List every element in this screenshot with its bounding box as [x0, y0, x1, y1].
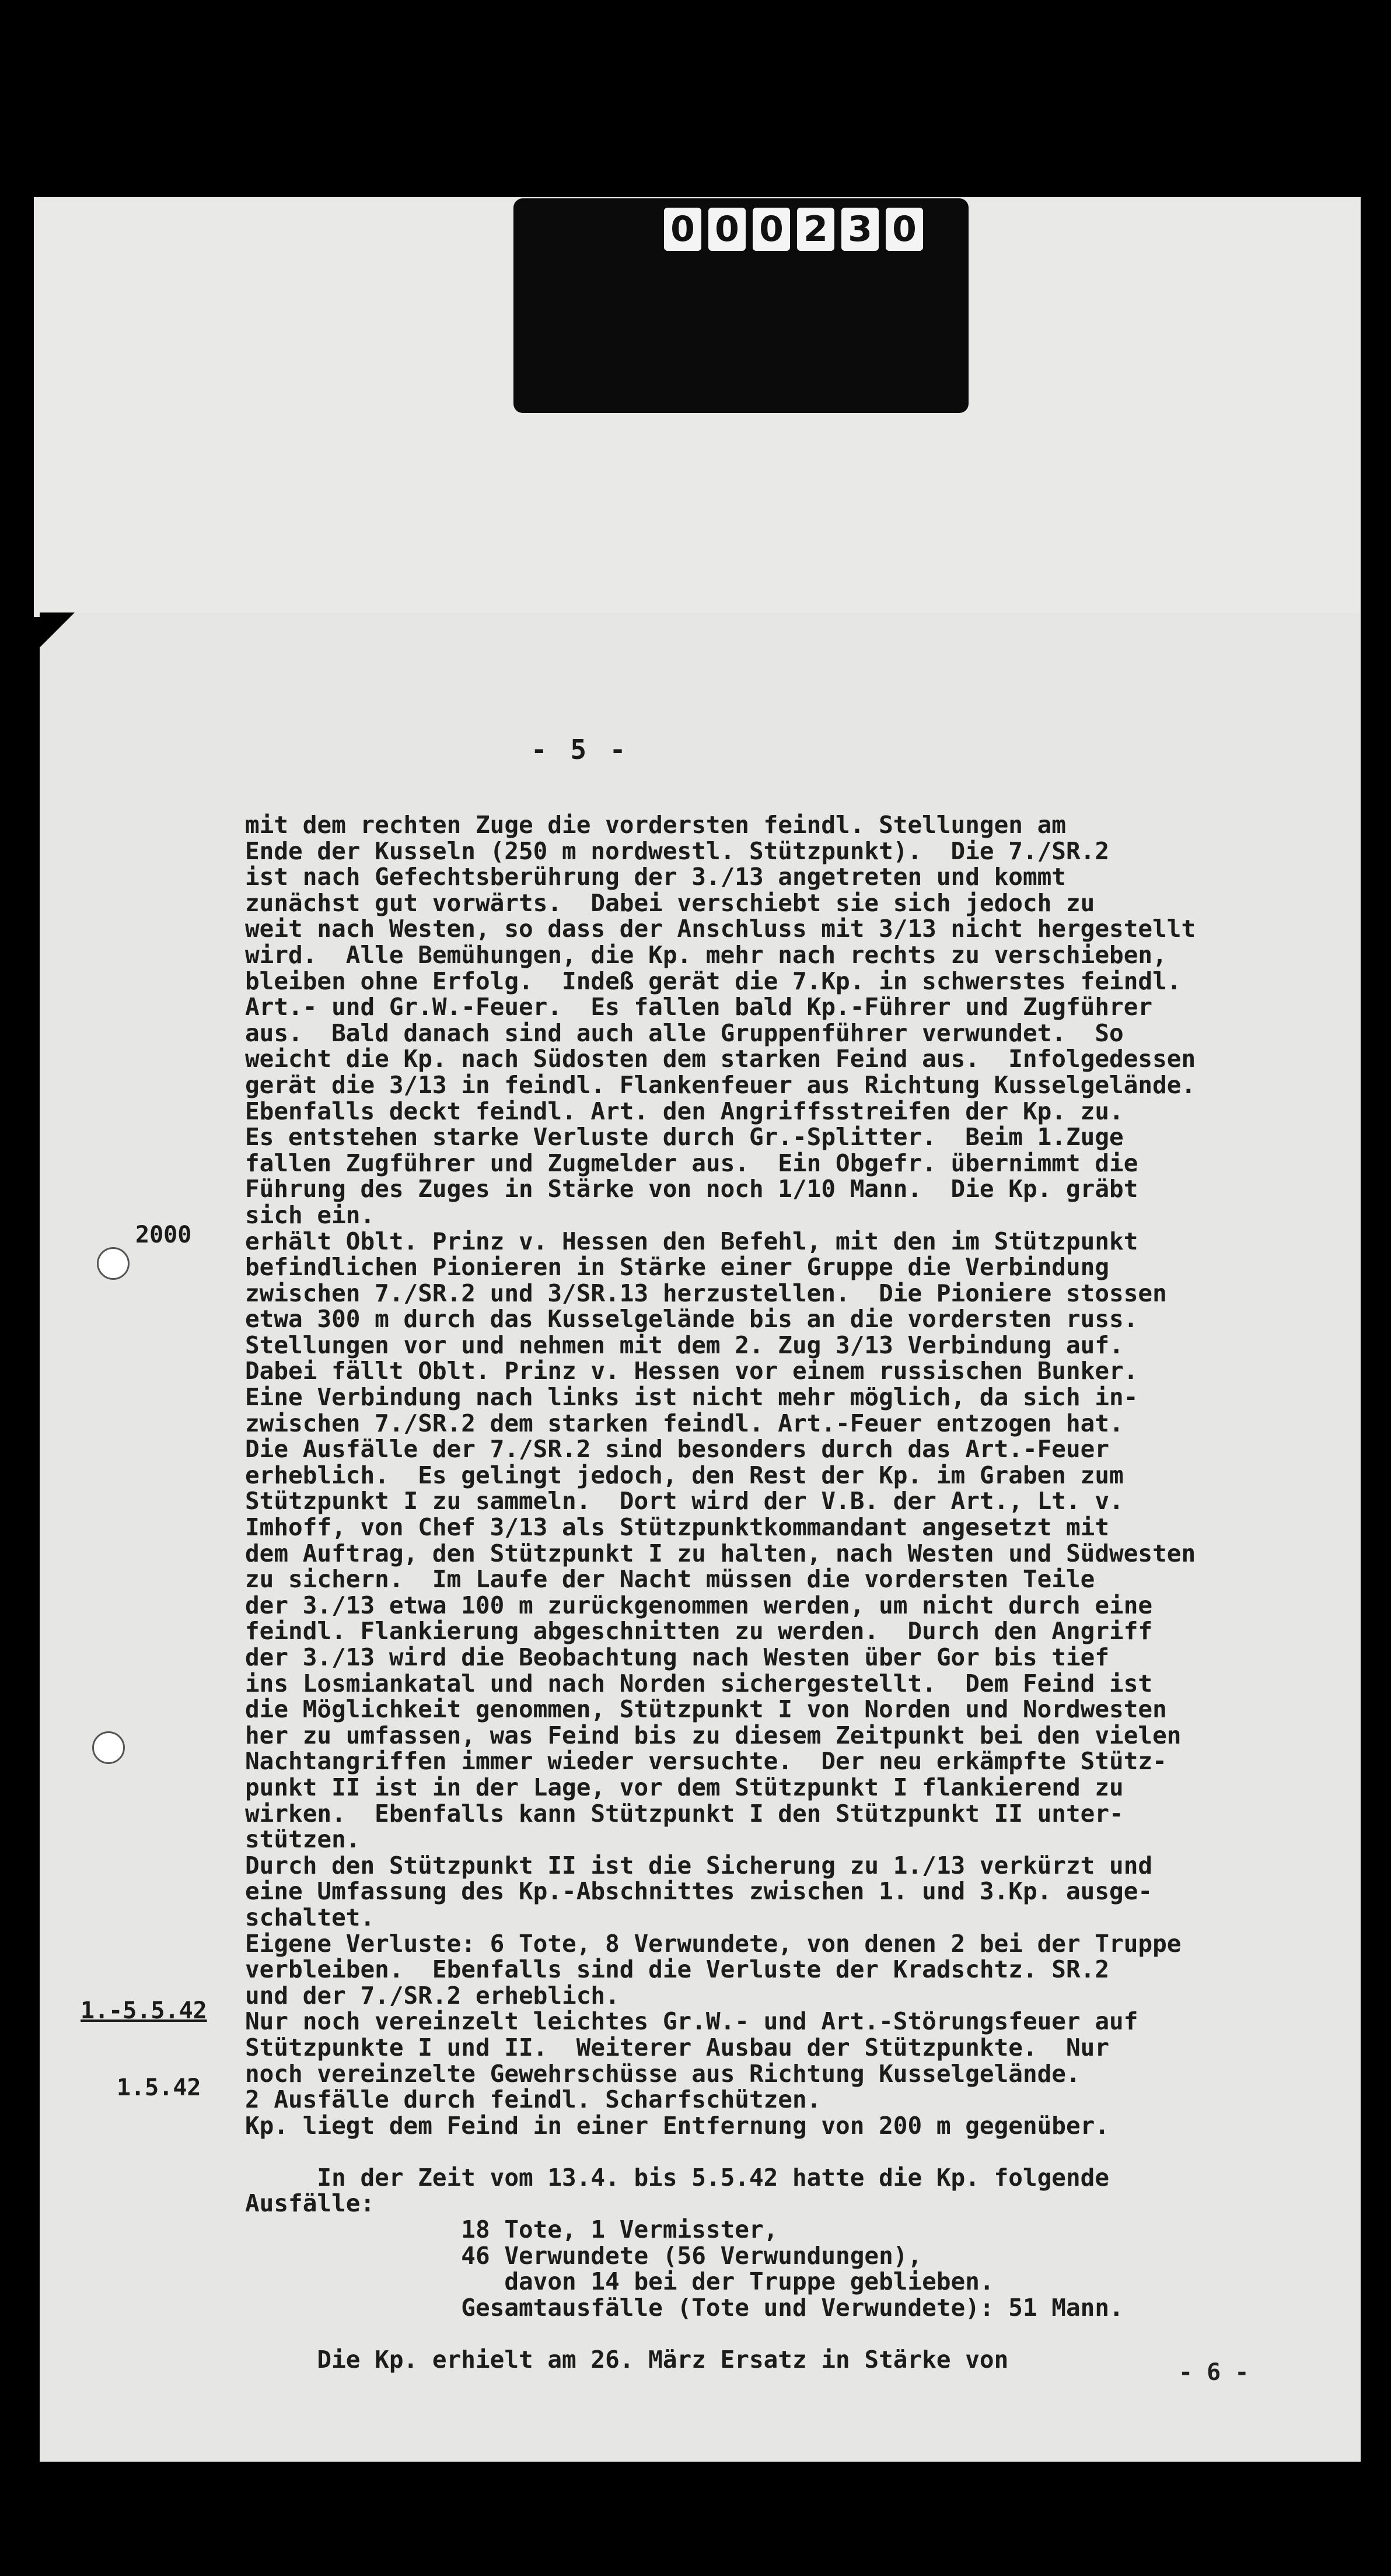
text-line: 46 Verwundete (56 Verwundungen),	[245, 2241, 922, 2270]
text-line: punkt II ist in der Lage, vor dem Stützpunkt I flankierend zu	[245, 1773, 1124, 1801]
text-line: zu sichern. Im Laufe der Nacht müssen die vordersten Teile	[245, 1565, 1095, 1594]
text-line: Die Ausfälle der 7./SR.2 sind besonders durch das Art.-Feuer	[245, 1435, 1110, 1464]
counter-digit: 0	[664, 208, 701, 251]
text-line: eine Umfassung des Kp.-Abschnittes zwischen 1. und 3.Kp. ausge-	[245, 1877, 1153, 1906]
text-line: weicht die Kp. nach Südosten dem starken Feind aus. Infolgedessen	[245, 1045, 1196, 1073]
text-line: gerät die 3/13 in feindl. Flankenfeuer aus Richtung Kusselgelände.	[245, 1070, 1196, 1099]
text-line: befindlichen Pionieren in Stärke einer Gruppe die Verbindung	[245, 1253, 1110, 1282]
margin-date-range-note: 1.-5.5.42	[81, 1997, 207, 2024]
text-line: Ende der Kusseln (250 m nordwestl. Stützpunkt). Die 7./SR.2	[245, 836, 1110, 865]
next-page-marker: - 6 -	[1179, 2359, 1249, 2386]
text-line: aus. Bald danach sind auch alle Gruppenführer verwundet. So	[245, 1019, 1124, 1047]
text-line: schaltet.	[245, 1903, 375, 1931]
counter-digit: 3	[841, 208, 879, 251]
text-line: zunächst gut vorwärts. Dabei verschiebt sie sich jedoch zu	[245, 888, 1095, 917]
text-line: her zu umfassen, was Feind bis zu diesem Zeitpunkt bei den vielen	[245, 1721, 1182, 1749]
frame-counter	[664, 208, 923, 251]
text-line: sich ein.	[245, 1200, 375, 1229]
text-line: Imhoff, von Chef 3/13 als Stützpunktkommandant angesetzt mit	[245, 1513, 1110, 1542]
text-line: Stellungen vor und nehmen mit dem 2. Zug 3/13 Verbindung auf.	[245, 1331, 1124, 1359]
text-line: erhält Oblt. Prinz v. Hessen den Befehl, mit den im Stützpunkt	[245, 1227, 1138, 1255]
text-line	[245, 2320, 1342, 2347]
document-body-text	[245, 812, 1342, 2373]
text-line: Die Kp. erhielt am 26. März Ersatz in Stärke von	[245, 2346, 1009, 2374]
text-line	[245, 2138, 1342, 2165]
text-line: die Möglichkeit genommen, Stützpunkt I von Norden und Nordwesten	[245, 1695, 1167, 1724]
text-line: feindl. Flankierung abgeschnitten zu werden. Durch den Angriff	[245, 1617, 1153, 1646]
text-line: 2 Ausfälle durch feindl. Scharfschützen.	[245, 2085, 822, 2114]
text-line: verbleiben. Ebenfalls sind die Verluste der Kradschtz. SR.2	[245, 1955, 1110, 1984]
text-line: bleiben ohne Erfolg. Indeß gerät die 7.Kp. in schwerstes feindl.	[245, 967, 1182, 995]
margin-date-note: 1.5.42	[117, 2074, 201, 2101]
text-line: stützen.	[245, 1825, 361, 1854]
text-line: In der Zeit vom 13.4. bis 5.5.42 hatte die Kp. folgende	[245, 2163, 1110, 2192]
text-line: 18 Tote, 1 Vermisster,	[245, 2216, 778, 2244]
counter-digit: 0	[708, 208, 746, 251]
punch-hole	[97, 1247, 130, 1280]
text-line: davon 14 bei der Truppe geblieben.	[245, 2267, 994, 2296]
text-line: Nur noch vereinzelt leichtes Gr.W.- und Art.-Störungsfeuer auf	[245, 2007, 1138, 2036]
text-line: ins Losmiankatal und nach Norden sichergestellt. Dem Feind ist	[245, 1669, 1153, 1698]
text-line: dem Auftrag, den Stützpunkt I zu halten, nach Westen und Südwesten	[245, 1539, 1196, 1567]
text-line: Stützpunkt I zu sammeln. Dort wird der V.B. der Art., Lt. v.	[245, 1487, 1124, 1516]
text-line: Nachtangriffen immer wieder versuchte. Der neu erkämpfte Stütz-	[245, 1747, 1167, 1776]
text-line: erheblich. Es gelingt jedoch, den Rest der Kp. im Graben zum	[245, 1461, 1124, 1489]
text-line: Art.- und Gr.W.-Feuer. Es fallen bald Kp.-Führer und Zugführer	[245, 993, 1153, 1021]
text-line: Kp. liegt dem Feind in einer Entfernung von 200 m gegenüber.	[245, 2111, 1110, 2140]
margin-time-note: 2000	[135, 1222, 192, 1248]
text-line: Gesamtausfälle (Tote und Verwundete): 51 Mann.	[245, 2293, 1124, 2322]
text-line: Eine Verbindung nach links ist nicht mehr möglich, da sich in-	[245, 1383, 1138, 1412]
text-line: Ausfälle:	[245, 2189, 375, 2218]
text-line: wirken. Ebenfalls kann Stützpunkt I den Stützpunkt II unter-	[245, 1799, 1124, 1828]
page-number: - 5 -	[531, 734, 630, 765]
text-line: Durch den Stützpunkt II ist die Sicherung zu 1./13 verkürzt und	[245, 1851, 1153, 1880]
text-line: Eigene Verluste: 6 Tote, 8 Verwundete, von denen 2 bei der Truppe	[245, 1929, 1182, 1958]
text-line: Stützpunkte I und II. Weiterer Ausbau der Stützpunkte. Nur	[245, 2033, 1110, 2062]
text-line: zwischen 7./SR.2 dem starken feindl. Art.-Feuer entzogen hat.	[245, 1409, 1124, 1437]
text-line: Ebenfalls deckt feindl. Art. den Angriffsstreifen der Kp. zu.	[245, 1097, 1124, 1125]
counter-digit: 2	[797, 208, 834, 251]
text-line: und der 7./SR.2 erheblich.	[245, 1981, 620, 2010]
text-line: mit dem rechten Zuge die vordersten feindl. Stellungen am	[245, 811, 1066, 839]
counter-digit: 0	[753, 208, 790, 251]
text-line: zwischen 7./SR.2 und 3/SR.13 herzustellen. Die Pioniere stossen	[245, 1279, 1167, 1307]
text-line: der 3./13 wird die Beobachtung nach Westen über Gor bis tief	[245, 1643, 1110, 1671]
text-line: fallen Zugführer und Zugmelder aus. Ein Obgefr. übernimmt die	[245, 1149, 1138, 1177]
text-line: etwa 300 m durch das Kusselgelände bis an die vordersten russ.	[245, 1305, 1138, 1334]
text-line: Dabei fällt Oblt. Prinz v. Hessen vor einem russischen Bunker.	[245, 1357, 1138, 1385]
text-line: Führung des Zuges in Stärke von noch 1/10 Mann. Die Kp. gräbt	[245, 1175, 1138, 1203]
counter-digit: 0	[886, 208, 923, 251]
page-corner-fold	[40, 612, 75, 648]
text-line: weit nach Westen, so dass der Anschluss mit 3/13 nicht hergestellt	[245, 915, 1196, 943]
text-line: Es entstehen starke Verluste durch Gr.-Splitter. Beim 1.Zuge	[245, 1123, 1124, 1152]
text-line: der 3./13 etwa 100 m zurückgenommen werden, um nicht durch eine	[245, 1591, 1153, 1619]
text-line: noch vereinzelte Gewehrschüsse aus Richtung Kusselgelände.	[245, 2059, 1081, 2088]
text-line: wird. Alle Bemühungen, die Kp. mehr nach rechts zu verschieben,	[245, 940, 1167, 969]
punch-hole	[92, 1731, 125, 1764]
text-line: ist nach Gefechtsberührung der 3./13 angetreten und kommt	[245, 863, 1066, 891]
